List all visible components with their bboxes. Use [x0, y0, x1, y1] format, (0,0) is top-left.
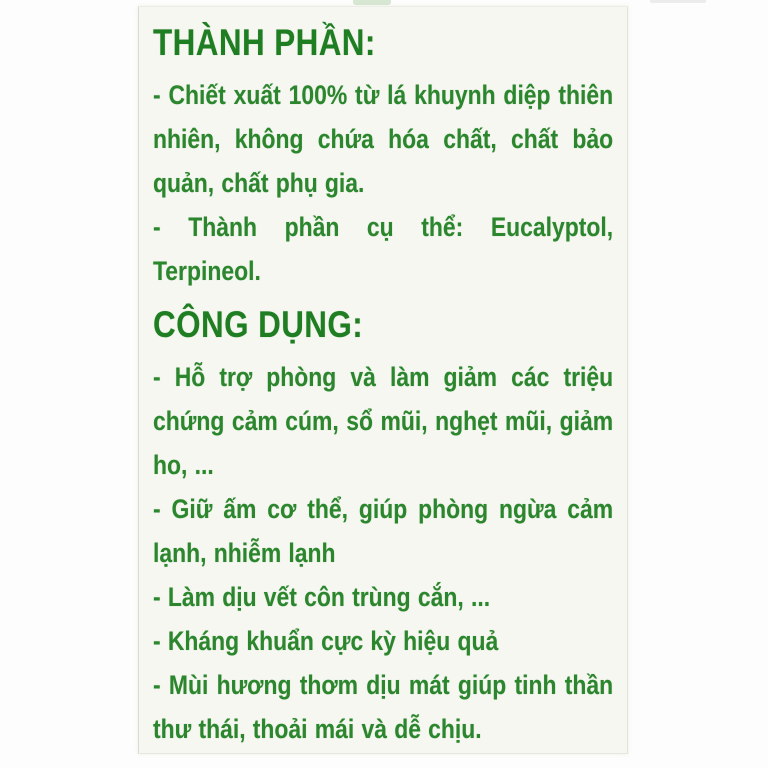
label-content [153, 7, 613, 751]
product-info-label [138, 6, 628, 754]
use-item-fragrance: - Mùi hương thơm dịu mát giúp tinh thần thư thái, thoải mái và dễ chịu. [153, 670, 614, 744]
use-item-keep-warm: - Giữ ấm cơ thể, giúp phòng ngừa cảm lạnh, nhiễm lạnh [153, 494, 614, 568]
use-item-antibacterial: - Kháng khuẩn cực kỳ hiệu quả [153, 626, 499, 656]
section-heading-ingredients: THÀNH PHẦN: [153, 22, 376, 63]
ingredient-item-extract: - Chiết xuất 100% từ lá khuynh diệp thiên nhiên, không chứa hóa chất, chất bảo quản, chất phụ gia. [153, 80, 614, 198]
use-item-cold-symptoms: - Hỗ trợ phòng và làm giảm các triệu chứng cảm cúm, sổ mũi, nghẹt mũi, giảm ho, ... [153, 362, 614, 480]
section-heading-uses: CÔNG DỤNG: [153, 304, 364, 345]
use-item-insect-bites: - Làm dịu vết côn trùng cắn, ... [153, 582, 491, 612]
photo-artifact-green [353, 0, 391, 5]
ingredient-item-components: - Thành phần cụ thể: Eucalyptol, Terpineol. [153, 212, 614, 286]
photo-artifact-gray [650, 0, 706, 3]
